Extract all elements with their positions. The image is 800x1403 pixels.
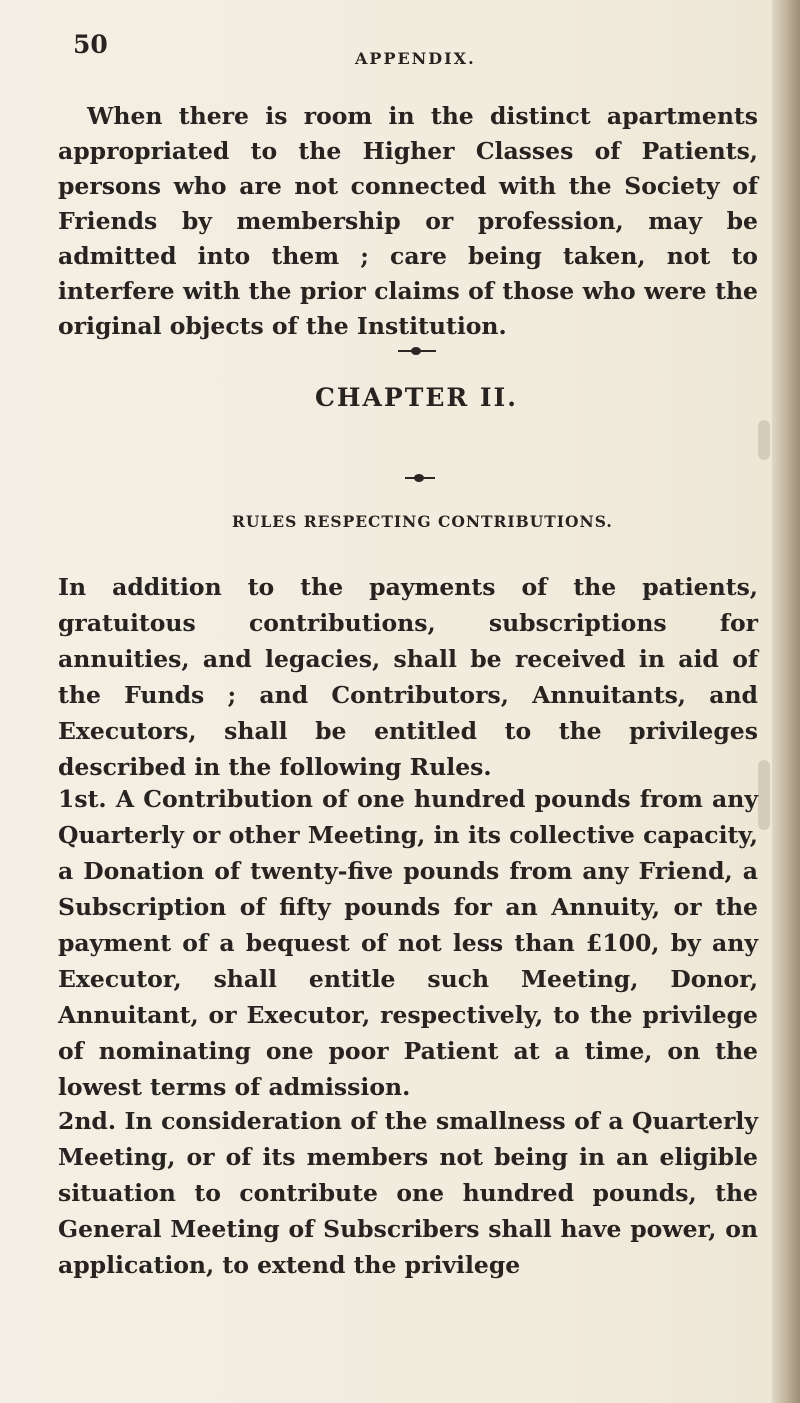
section-heading: RULES RESPECTING CONTRIBUTIONS. [232, 512, 613, 531]
page-stain [758, 760, 770, 830]
ornament-rule-bottom [405, 474, 435, 482]
page-number: 50 [73, 30, 108, 59]
page-stain [758, 420, 770, 460]
paragraph-contributions-intro: In addition to the payments of the patients, gratuitous contributions, subscriptions for annuities, and legacies, shall be received in aid of the Funds ; and Contributors, Annuitants, and Executors, shall be entitled to the privileges described in the following Rules. [58, 573, 758, 781]
intro-paragraph: When there is room in the distinct apartments appropriated to the Higher Classes of Patients, persons who are not connected with the Society of Friends by membership or profession, may be admitted into them ; care being taken, not to interfere with the prior claims of those who were the original objects of the Institution. [58, 102, 758, 340]
running-head: APPENDIX. [355, 49, 476, 68]
chapter-title: CHAPTER II. [315, 383, 518, 412]
ornament-dot [414, 474, 424, 482]
ornament-dot [411, 347, 421, 355]
page-edge-shadow [772, 0, 800, 1403]
paragraph-rule-1: 1st. A Contribution of one hundred pounds from any Quarterly or other Meeting, in its collective capacity, a Donation of twenty-five pounds from any Friend, a Subscription of fifty pounds for an Annuity, or the payment of a bequest of not less than £100, by any Executor, shall entitle such Meeting, Donor, Annuitant, or Executor, respectively, to the privilege of nominating one poor Patient at a time, on the lowest terms of admission. [58, 785, 758, 1101]
ornament-rule-top [398, 347, 436, 355]
paragraph-rule-2: 2nd. In consideration of the smallness of a Quarterly Meeting, or of its members not being in an eligible situation to contribute one hundred pounds, the General Meeting of Subscribers shall have power, on application, to extend the privilege [58, 1107, 758, 1279]
